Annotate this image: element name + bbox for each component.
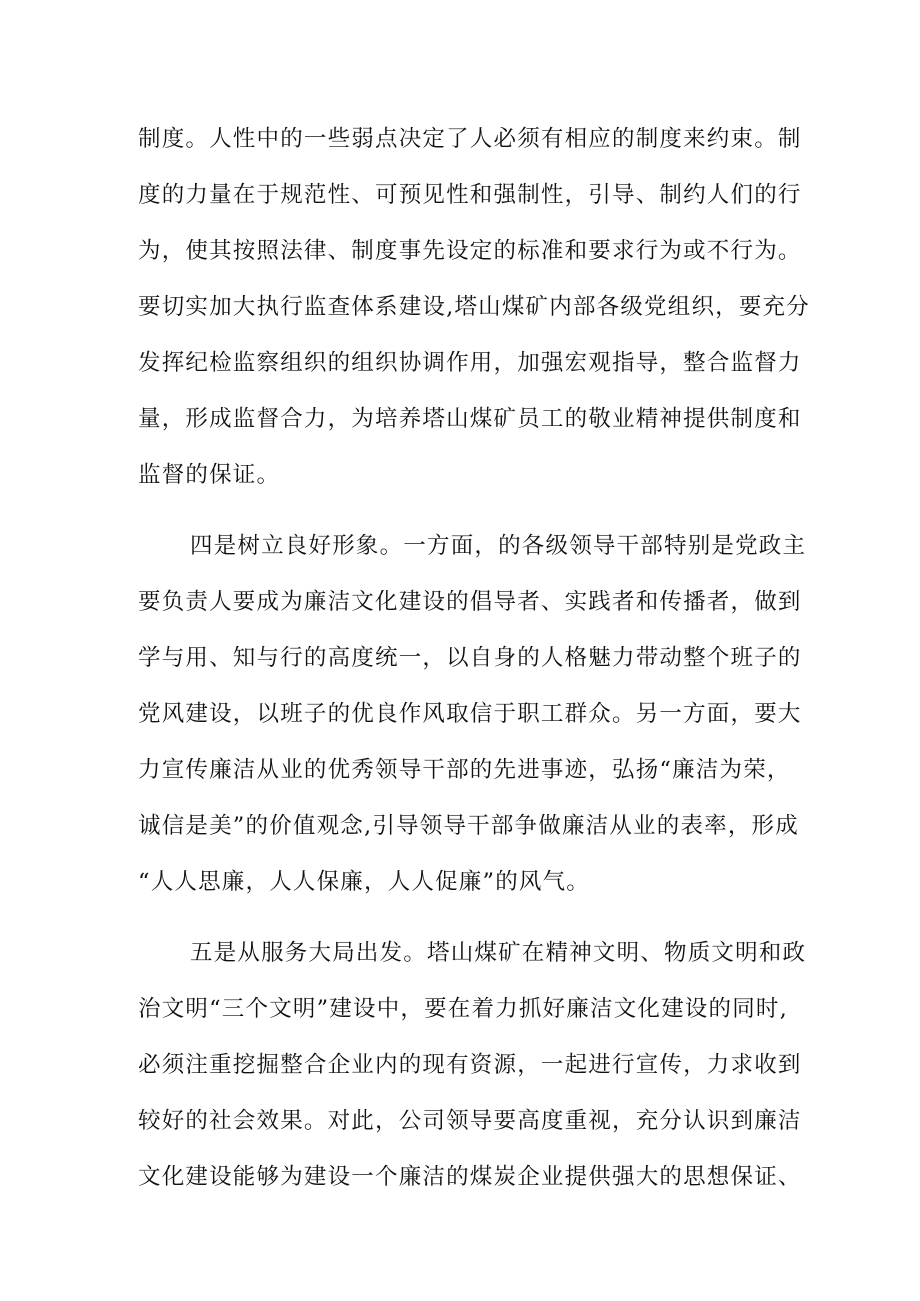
paragraph-1-line-4: 要切实加大执行监查体系建设,塔山煤矿内部各级党组织，要充分 xyxy=(138,294,810,320)
paragraph-2-line-5: 力宣传廉洁从业的优秀领导干部的先进事迹，弘扬“廉洁为荣， xyxy=(138,757,791,783)
paragraph-3-line-2: 治文明“三个文明”建设中，要在着力抓好廉洁文化建设的同时, xyxy=(138,996,788,1022)
paragraph-1-line-5: 发挥纪检监察组织的组织协调作用，加强宏观指导，整合监督力 xyxy=(138,350,802,376)
paragraph-1-line-2: 度的力量在于规范性、可预见性和强制性，引导、制约人们的行 xyxy=(138,182,802,208)
paragraph-2-line-3: 学与用、知与行的高度统一，以自身的人格魅力带动整个班子的 xyxy=(138,645,802,671)
paragraph-2-line-2: 要负责人要成为廉洁文化建设的倡导者、实践者和传播者，做到 xyxy=(138,589,802,615)
paragraph-1-line-1: 制度。人性中的一些弱点决定了人必须有相应的制度来约束。制 xyxy=(138,126,802,152)
paragraph-1-line-7: 监督的保证。 xyxy=(138,462,281,488)
paragraph-1-line-3: 为，使其按照法律、制度事先设定的标准和要求行为或不行为。 xyxy=(138,238,802,264)
paragraph-3-line-4: 较好的社会效果。对此，公司领导要高度重视，充分认识到廉洁 xyxy=(138,1108,802,1134)
paragraph-2-line-4: 党风建设，以班子的优良作风取信于职工群众。另一方面，要大 xyxy=(138,701,802,727)
paragraph-3-line-5: 文化建设能够为建设一个廉洁的煤炭企业提供强大的思想保证、 xyxy=(138,1164,802,1190)
paragraph-3-line-1: 五是从服务大局出发。塔山煤矿在精神文明、物质文明和政 xyxy=(190,940,807,966)
paragraph-3-line-3: 必须注重挖掘整合企业内的现有资源，一起进行宣传，力求收到 xyxy=(138,1052,802,1078)
paragraph-2-line-1: 四是树立良好形象。一方面，的各级领导干部特别是党政主 xyxy=(190,533,807,559)
paragraph-1-line-6: 量，形成监督合力，为培养塔山煤矿员工的敬业精神提供制度和 xyxy=(138,406,802,432)
paragraph-2-line-6: 诚信是美”的价值观念,引导领导干部争做廉洁从业的表率，形成 xyxy=(138,813,799,839)
paragraph-2-line-7: “人人思廉，人人保廉，人人促廉”的风气。 xyxy=(138,869,591,895)
